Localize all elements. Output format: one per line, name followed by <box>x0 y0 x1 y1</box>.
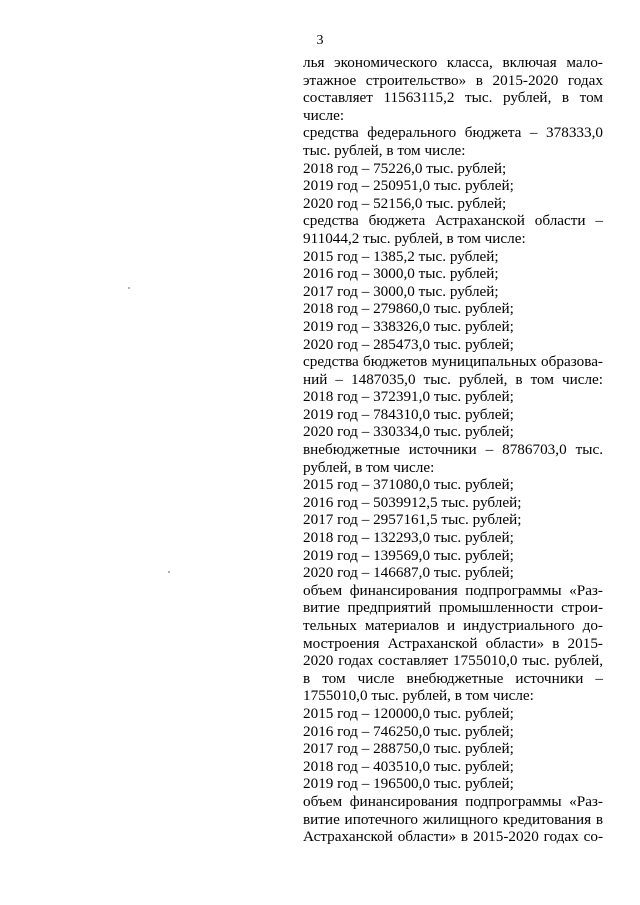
text-line: 2019 год – 250951,0 тыс. рублей; <box>303 177 514 195</box>
page-number: 3 <box>316 33 324 48</box>
text-line: рублей, в том числе: <box>303 458 435 476</box>
text-line: 2019 год – 784310,0 тыс. рублей; <box>303 405 514 423</box>
text-line: средства бюджетов муниципальных образова- <box>303 353 603 371</box>
text-line: 2015 год – 371080,0 тыс. рублей; <box>303 476 514 494</box>
scan-speck <box>168 571 170 573</box>
text-line: Астраханской области» в 2015-2020 годах со- <box>303 828 603 846</box>
text-line: 2018 год – 403510,0 тыс. рублей; <box>303 757 514 775</box>
document-body <box>303 54 603 846</box>
text-line: объем финансирования подпрограммы «Раз- <box>303 581 603 599</box>
text-line: 2015 год – 1385,2 тыс. рублей; <box>303 247 499 265</box>
text-line: 2016 год – 746250,0 тыс. рублей; <box>303 722 514 740</box>
text-line: 2018 год – 372391,0 тыс. рублей; <box>303 388 514 406</box>
text-line: средства бюджета Астраханской области – <box>303 212 603 230</box>
text-line: составляет 11563115,2 тыс. рублей, в том <box>303 89 603 107</box>
text-line: 2018 год – 279860,0 тыс. рублей; <box>303 300 514 318</box>
text-line: объем финансирования подпрограммы «Раз- <box>303 792 603 810</box>
text-line: средства федерального бюджета – 378333,0 <box>303 124 603 142</box>
text-line: внебюджетные источники – 8786703,0 тыс. <box>303 441 603 459</box>
text-line: 2020 год – 330334,0 тыс. рублей; <box>303 423 514 441</box>
text-line: этажное строительство» в 2015-2020 годах <box>303 71 603 89</box>
text-line: 2017 год – 288750,0 тыс. рублей; <box>303 740 514 758</box>
text-line: 2019 год – 196500,0 тыс. рублей; <box>303 775 514 793</box>
text-line: 2020 год – 52156,0 тыс. рублей; <box>303 194 507 212</box>
text-line: витие предприятий промышленности строи- <box>303 599 603 617</box>
text-line: 2015 год – 120000,0 тыс. рублей; <box>303 704 514 722</box>
text-line: 2019 год – 139569,0 тыс. рублей; <box>303 546 514 564</box>
text-line: 2016 год – 5039912,5 тыс. рублей; <box>303 493 522 511</box>
scan-speck <box>128 287 130 289</box>
text-line: 2020 год – 285473,0 тыс. рублей; <box>303 335 514 353</box>
text-line: 2016 год – 3000,0 тыс. рублей; <box>303 265 499 283</box>
text-line: 2018 год – 132293,0 тыс. рублей; <box>303 529 514 547</box>
text-line: тыс. рублей, в том числе: <box>303 141 466 159</box>
text-line: витие ипотечного жилищного кредитования в <box>303 810 603 828</box>
text-line: 2018 год – 75226,0 тыс. рублей; <box>303 159 507 177</box>
text-line: ний – 1487035,0 тыс. рублей, в том числе: <box>303 370 603 388</box>
text-line: 1755010,0 тыс. рублей, в том числе: <box>303 687 534 705</box>
text-line: тельных материалов и индустриального до- <box>303 617 603 634</box>
text-line: 2017 год – 2957161,5 тыс. рублей; <box>303 511 522 529</box>
text-line: 2017 год – 3000,0 тыс. рублей; <box>303 282 499 300</box>
text-line: 2019 год – 338326,0 тыс. рублей; <box>303 317 514 335</box>
text-line: 2020 годах составляет 1755010,0 тыс. рублей, <box>303 652 603 670</box>
text-line: в том числе внебюджетные источники – <box>303 669 603 687</box>
text-line: 2020 год – 146687,0 тыс. рублей; <box>303 564 514 582</box>
text-line: 911044,2 тыс. рублей, в том числе: <box>303 229 526 247</box>
text-line: числе: <box>303 106 345 124</box>
text-line: мостроения Астраханской области» в 2015- <box>303 634 603 652</box>
text-line: лья экономического класса, включая мало- <box>303 54 603 71</box>
